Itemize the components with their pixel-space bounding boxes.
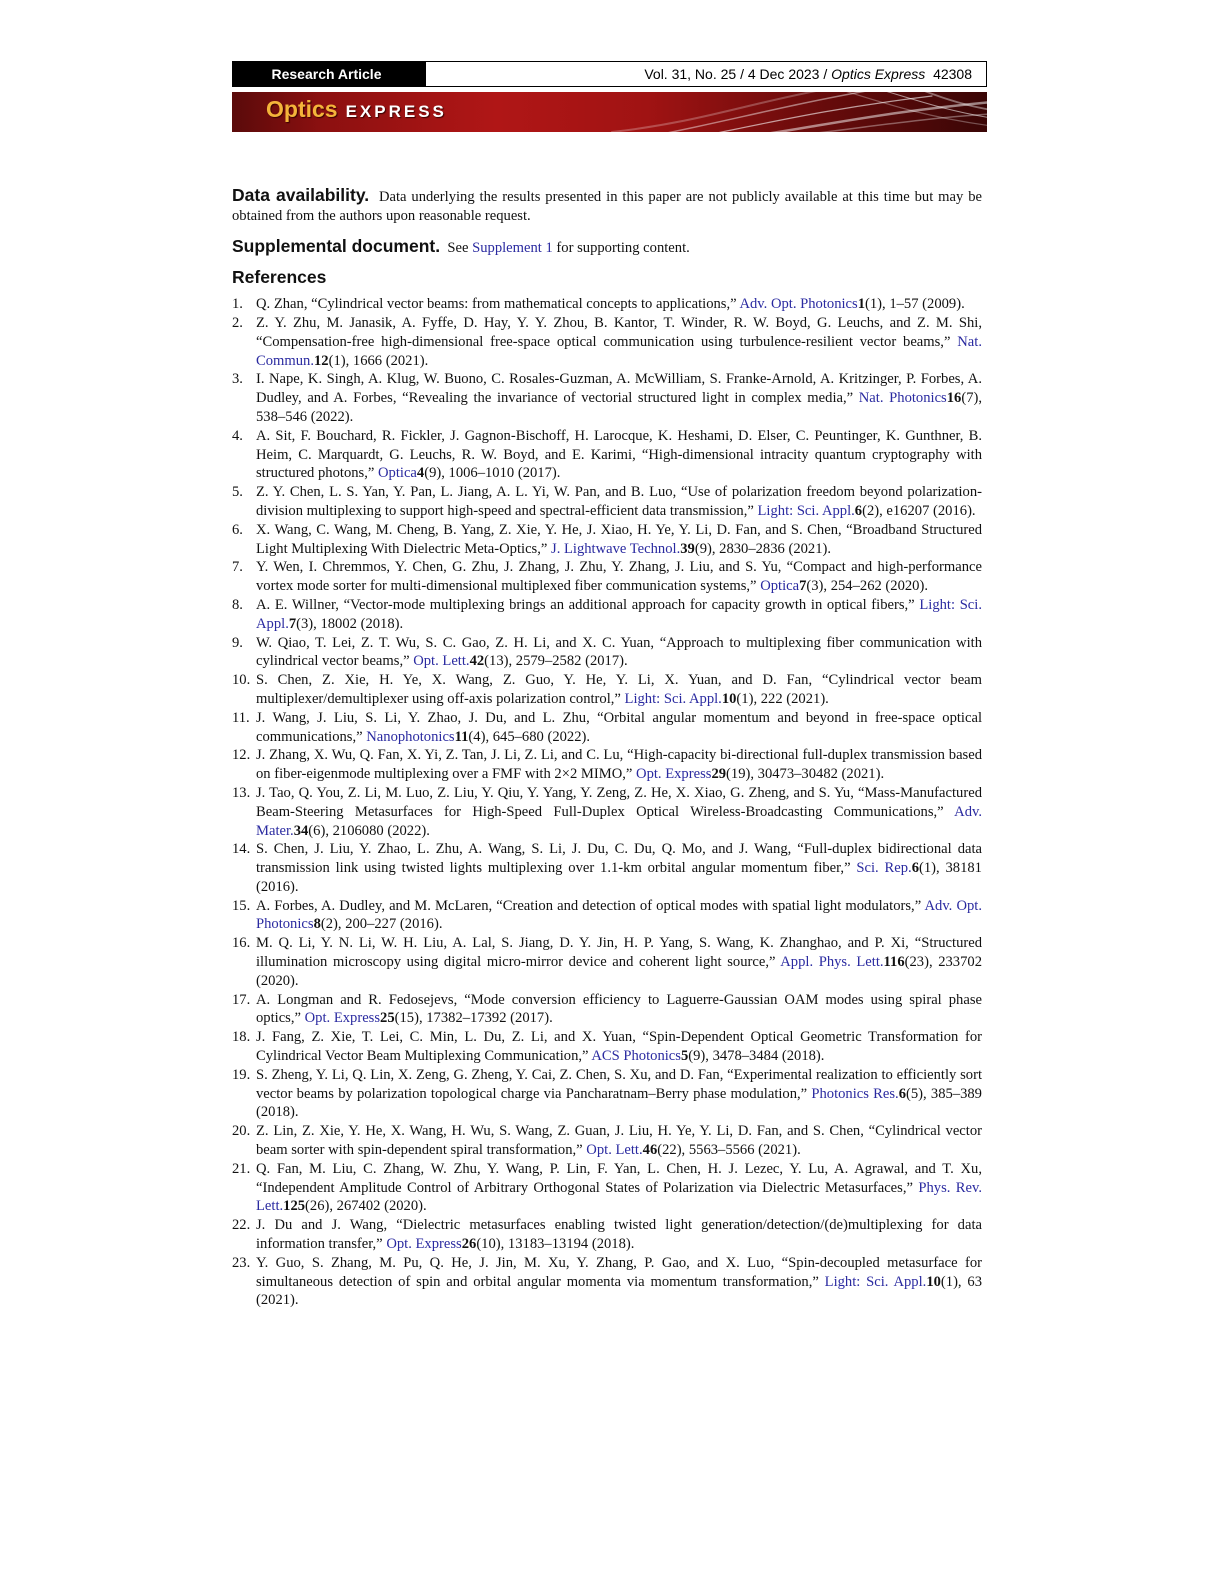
article-type-label: Research Article: [233, 62, 426, 86]
reference-item: [232, 558, 982, 596]
reference-volume: 12: [313, 352, 329, 369]
reference-item: [232, 1160, 982, 1216]
reference-number: 6.: [232, 521, 243, 538]
reference-text: A. Sit, F. Bouchard, R. Fickler, J. Gagnon-Bischoff, H. Larocque, K. Heshami, D. Elser, C. Peuntinger, K. Gunthner, B. Heim, C. Marquardt, G. Leuchs, R. W. Boyd, and E. Karimi, “High-dimensional intracity quantum cryptography with structured photons,”: [256, 427, 982, 482]
reference-item: [232, 1254, 982, 1310]
reference-journal-link[interactable]: Phys. Rev. Lett.: [256, 1179, 982, 1215]
reference-volume: 6: [898, 1085, 907, 1102]
citation-info: [426, 62, 986, 86]
reference-volume: 10: [721, 690, 737, 707]
reference-text: W. Qiao, T. Lei, Z. T. Wu, S. C. Gao, Z. H. Li, and X. C. Yuan, “Approach to multiplexing fiber communication with cylindrical vector beams,”: [256, 634, 982, 670]
reference-volume: 42: [469, 653, 485, 670]
reference-details: (1), 63 (2021).: [256, 1273, 982, 1309]
supplemental-post: for supporting content.: [552, 239, 690, 256]
supplemental-section: [232, 237, 982, 258]
reference-item: [232, 934, 982, 990]
reference-item: [232, 671, 982, 709]
references-heading: References: [232, 267, 327, 288]
reference-text: J. Tao, Q. You, Z. Li, M. Luo, Z. Liu, Y. Qiu, Y. Yang, Y. Zeng, Z. He, X. Xiao, G. Zheng, and S. Yu, “Mass-Manufactured Beam-Steering Metasurfaces for High-Speed Full-Duplex Optical Wireless-Broadcasting Communications,”: [256, 784, 982, 820]
reference-number: 19.: [232, 1066, 251, 1083]
supplemental-heading: Supplemental document.: [232, 235, 441, 256]
reference-details: (22), 5563–5566 (2021).: [657, 1142, 801, 1159]
reference-details: (15), 17382–17392 (2017).: [394, 1010, 553, 1027]
citation-prefix: Vol. 31, No. 25 / 4 Dec 2023 /: [644, 66, 832, 82]
references-list: [232, 295, 982, 1310]
reference-journal-link[interactable]: Nat. Commun.: [256, 333, 982, 369]
reference-text: Q. Fan, M. Liu, C. Zhang, W. Zhu, Y. Wang, P. Lin, F. Yan, L. Chen, H. J. Lezec, Y. Lu, A. Agrawal, and T. Xu, “Independent Amplitude Control of Arbitrary Orthogonal States of Polarization via Dielectric Metasurfaces,”: [256, 1160, 982, 1196]
reference-journal-link[interactable]: Light: Sci. Appl.: [757, 502, 855, 519]
reference-item: [232, 295, 982, 314]
page-number: 42308: [933, 66, 972, 82]
reference-item: [232, 521, 982, 559]
data-availability-heading: Data availability.: [232, 185, 370, 205]
reference-item: [232, 897, 982, 935]
reference-text: S. Zheng, Y. Li, Q. Lin, X. Zeng, G. Zheng, Y. Cai, Z. Chen, S. Xu, and D. Fan, “Experimental realization to efficiently sort vector beams by polarization topological charge via Pancharatnam–Berry phase modulation,”: [256, 1066, 982, 1102]
supplement-link[interactable]: Supplement 1: [472, 239, 553, 256]
reference-number: 2.: [232, 314, 243, 331]
reference-journal-link[interactable]: Light: Sci. Appl.: [624, 690, 722, 707]
reference-journal-link[interactable]: Opt. Express: [304, 1010, 381, 1027]
reference-number: 4.: [232, 427, 243, 444]
reference-number: 16.: [232, 935, 251, 952]
reference-item: [232, 1216, 982, 1254]
reference-number: 12.: [232, 747, 251, 764]
reference-text: J. Zhang, X. Wu, Q. Fan, X. Yi, Z. Tan, J. Li, Z. Li, and C. Lu, “High-capacity bi-directional full-duplex transmission based on fiber-eigenmode multiplexing over a FMF with 2×2 MIMO,”: [256, 747, 982, 783]
reference-item: [232, 370, 982, 426]
reference-volume: 6: [911, 860, 919, 877]
reference-number: 9.: [232, 634, 243, 651]
reference-text: M. Q. Li, Y. N. Li, W. H. Liu, A. Lal, S. Jiang, D. Y. Jin, H. P. Yang, S. Wang, K. Zhanghao, and P. Xi, “Structured illumination microscopy using digital micro-mirror device and coherent light source,”: [256, 935, 982, 971]
reference-item: [232, 483, 982, 521]
reference-journal-link[interactable]: Opt. Express: [386, 1236, 462, 1253]
reference-details: (9), 2830–2836 (2021).: [694, 540, 832, 557]
reference-details: (2), 200–227 (2016).: [320, 916, 443, 933]
reference-journal-link[interactable]: Light: Sci. Appl.: [256, 596, 982, 632]
data-availability-section: [232, 186, 982, 226]
journal-banner: [232, 92, 987, 132]
reference-text: Y. Guo, S. Zhang, M. Pu, Q. He, J. Jin, M. Xu, Y. Zhang, P. Gao, and X. Luo, “Spin-decoupled metasurface for simultaneous detection of spin and orbital angular momenta via momentum transformation,”: [256, 1254, 982, 1290]
reference-volume: 5: [680, 1048, 689, 1065]
reference-number: 8.: [232, 596, 243, 613]
reference-journal-link[interactable]: Adv. Opt. Photonics: [739, 296, 858, 313]
reference-number: 11.: [232, 709, 250, 726]
journal-name: Optics Express: [831, 66, 926, 82]
reference-text: Z. Lin, Z. Xie, Y. He, X. Wang, H. Wu, S. Wang, Z. Guan, J. Liu, H. Ye, Y. Li, D. Fan, and S. Chen, “Cylindrical vector beam sorter with spin-dependent spiral transformation,”: [256, 1123, 982, 1159]
reference-item: [232, 634, 982, 672]
reference-journal-link[interactable]: Optica: [760, 578, 800, 595]
reference-journal-link[interactable]: Nat. Photonics: [858, 390, 947, 407]
reference-number: 23.: [232, 1254, 251, 1271]
reference-text: A. Forbes, A. Dudley, and M. McLaren, “Creation and detection of optical modes with spatial light modulators,”: [256, 897, 925, 914]
reference-details: (1), 1–57 (2009).: [865, 296, 965, 313]
reference-text: Y. Wen, I. Chremmos, Y. Chen, G. Zhu, J. Zhang, J. Zhu, Y. Zhang, J. Liu, and S. Yu, “Compact and high-performance vortex mode sorter for multi-dimensional multiplexed fiber communication systems,”: [256, 559, 982, 595]
reference-volume: 39: [680, 540, 695, 557]
reference-details: (3), 18002 (2018).: [296, 615, 404, 632]
reference-details: (10), 13183–13194 (2018).: [476, 1236, 635, 1253]
reference-item: [232, 1028, 982, 1066]
reference-details: (7), 538–546 (2022).: [256, 390, 982, 425]
reference-number: 18.: [232, 1029, 251, 1046]
reference-volume: 34: [293, 822, 309, 839]
reference-journal-link[interactable]: Opt. Lett.: [413, 653, 470, 670]
journal-header-bar: [232, 61, 987, 87]
reference-volume: 7: [288, 615, 297, 632]
reference-journal-link[interactable]: Nanophotonics: [366, 728, 455, 745]
reference-details: (1), 222 (2021).: [736, 690, 829, 707]
reference-number: 10.: [232, 672, 251, 689]
reference-number: 22.: [232, 1217, 251, 1234]
reference-volume: 46: [642, 1142, 658, 1159]
reference-text: Q. Zhan, “Cylindrical vector beams: from mathematical concepts to applications,”: [256, 296, 740, 313]
reference-text: Z. Y. Zhu, M. Janasik, A. Fyffe, D. Hay, Y. Y. Zhou, B. Kantor, T. Winder, R. W. Boyd, G. Leuchs, and Z. M. Shi, “Compensation-free high-dimensional free-space optical communication using turbulence-resilient vector beams,”: [256, 314, 982, 350]
reference-journal-link[interactable]: J. Lightwave Technol.: [551, 540, 681, 557]
reference-volume: 10: [926, 1273, 941, 1290]
reference-details: (13), 2579–2582 (2017).: [484, 653, 628, 670]
reference-item: [232, 746, 982, 784]
reference-details: (4), 645–680 (2022).: [468, 728, 591, 745]
reference-text: Z. Y. Chen, L. S. Yan, Y. Pan, L. Jiang, A. L. Yi, W. Pan, and B. Luo, “Use of polarization freedom beyond polarization-division multiplexing to support high-speed and spectral-efficient data transmission,”: [256, 484, 982, 519]
reference-number: 7.: [232, 559, 243, 576]
reference-details: (9), 1006–1010 (2017).: [424, 465, 561, 482]
reference-volume: 26: [461, 1236, 477, 1253]
reference-volume: 16: [946, 390, 962, 407]
supplemental-pre: See: [447, 239, 473, 256]
reference-number: 5.: [232, 484, 243, 501]
reference-item: [232, 840, 982, 896]
reference-journal-link[interactable]: ACS Photonics: [591, 1048, 681, 1065]
reference-item: [232, 709, 982, 747]
reference-details: (1), 1666 (2021).: [328, 352, 429, 369]
reference-text: A. E. Willner, “Vector-mode multiplexing brings an additional approach for capacity growth in optical fibers,”: [256, 596, 920, 613]
reference-volume: 7: [799, 578, 807, 595]
reference-journal-link[interactable]: Sci. Rep.: [856, 860, 912, 877]
reference-volume: 29: [711, 766, 727, 783]
reference-text: S. Chen, J. Liu, Y. Zhao, L. Zhu, A. Wang, S. Li, J. Du, C. Du, Q. Mo, and J. Wang, “Full-duplex bidirectional data transmission link using twisted lights multiplexing over 1.1-km orbital angular momentum fiber,”: [256, 841, 982, 877]
reference-journal-link[interactable]: Adv. Mater.: [256, 803, 982, 839]
reference-number: 17.: [232, 991, 251, 1008]
reference-number: 20.: [232, 1123, 251, 1140]
banner-optics-text: Optics: [266, 96, 338, 122]
reference-volume: 125: [283, 1198, 306, 1215]
reference-details: (26), 267402 (2020).: [305, 1198, 427, 1215]
reference-journal-link[interactable]: Light: Sci. Appl.: [824, 1273, 927, 1290]
reference-text: S. Chen, Z. Xie, H. Ye, X. Wang, Z. Guo, Y. He, Y. Li, X. Yuan, and D. Fan, “Cylindrical vector beam multiplexer/demultiplexer using off-axis polarization control,”: [256, 672, 982, 707]
reference-number: 1.: [232, 296, 243, 313]
reference-volume: 116: [883, 954, 905, 971]
banner-express-text: EXPRESS: [345, 102, 447, 121]
reference-item: [232, 314, 982, 370]
reference-journal-link[interactable]: Appl. Phys. Lett.: [780, 954, 884, 971]
reference-item: [232, 1122, 982, 1160]
reference-text: A. Longman and R. Fedosejevs, “Mode conversion efficiency to Laguerre-Gaussian OAM modes using spiral phase optics,”: [256, 991, 982, 1027]
data-availability-text: Data underlying the results presented in this paper are not publicly available at this time but may be obtained from the authors upon reasonable request.: [232, 189, 982, 224]
main-content: [232, 186, 982, 1310]
reference-volume: 4: [416, 465, 425, 482]
reference-text: J. Fang, Z. Xie, T. Lei, C. Min, L. Du, Z. Li, and X. Yuan, “Spin-Dependent Optical Geometric Transformation for Cylindrical Vector Beam Multiplexing Communication,”: [256, 1029, 982, 1065]
reference-details: (9), 3478–3484 (2018).: [688, 1048, 825, 1065]
reference-text: J. Wang, J. Liu, S. Li, Y. Zhao, J. Du, and L. Zhu, “Orbital angular momentum and beyond in free-space optical communications,”: [256, 709, 982, 745]
reference-details: (3), 254–262 (2020).: [806, 578, 928, 595]
reference-item: [232, 991, 982, 1029]
reference-number: 21.: [232, 1160, 251, 1177]
reference-details: (5), 385–389 (2018).: [256, 1085, 982, 1121]
reference-text: I. Nape, K. Singh, A. Klug, W. Buono, C. Rosales-Guzman, A. McWilliam, S. Franke-Arnold, A. Kritzinger, P. Forbes, A. Dudley, and A. Forbes, “Revealing the invariance of vectorial structured light in complex media,”: [256, 371, 982, 407]
reference-volume: 25: [380, 1010, 395, 1027]
reference-details: (2), e16207 (2016).: [862, 502, 976, 519]
reference-journal-link[interactable]: Photonics Res.: [811, 1085, 899, 1102]
reference-number: 14.: [232, 841, 251, 858]
banner-logo: [266, 96, 447, 128]
reference-item: [232, 1066, 982, 1122]
reference-volume: 6: [854, 502, 863, 519]
reference-details: (1), 38181 (2016).: [256, 860, 982, 895]
reference-details: (23), 233702 (2020).: [256, 954, 982, 989]
reference-details: (19), 30473–30482 (2021).: [726, 766, 885, 783]
reference-number: 3.: [232, 371, 243, 388]
reference-journal-link[interactable]: Optica: [378, 465, 417, 482]
reference-item: [232, 427, 982, 483]
reference-journal-link[interactable]: Opt. Lett.: [586, 1142, 643, 1159]
reference-volume: 11: [454, 728, 469, 745]
reference-item: [232, 596, 982, 634]
reference-journal-link[interactable]: Opt. Express: [636, 766, 712, 783]
reference-volume: 8: [313, 916, 321, 933]
reference-details: (6), 2106080 (2022).: [308, 822, 430, 839]
reference-number: 13.: [232, 784, 251, 801]
reference-journal-link[interactable]: Adv. Opt. Photonics: [256, 897, 982, 933]
reference-text: J. Du and J. Wang, “Dielectric metasurfaces enabling twisted light generation/detection/(de)multiplexing for data information transfer,”: [256, 1217, 982, 1253]
reference-number: 15.: [232, 897, 251, 914]
reference-text: X. Wang, C. Wang, M. Cheng, B. Yang, Z. Xie, Y. He, J. Xiao, H. Ye, Y. Li, D. Fan, and S. Chen, “Broadband Structured Light Multiplexing With Dielectric Meta-Optics,”: [256, 521, 982, 557]
reference-volume: 1: [857, 296, 866, 313]
reference-item: [232, 784, 982, 840]
